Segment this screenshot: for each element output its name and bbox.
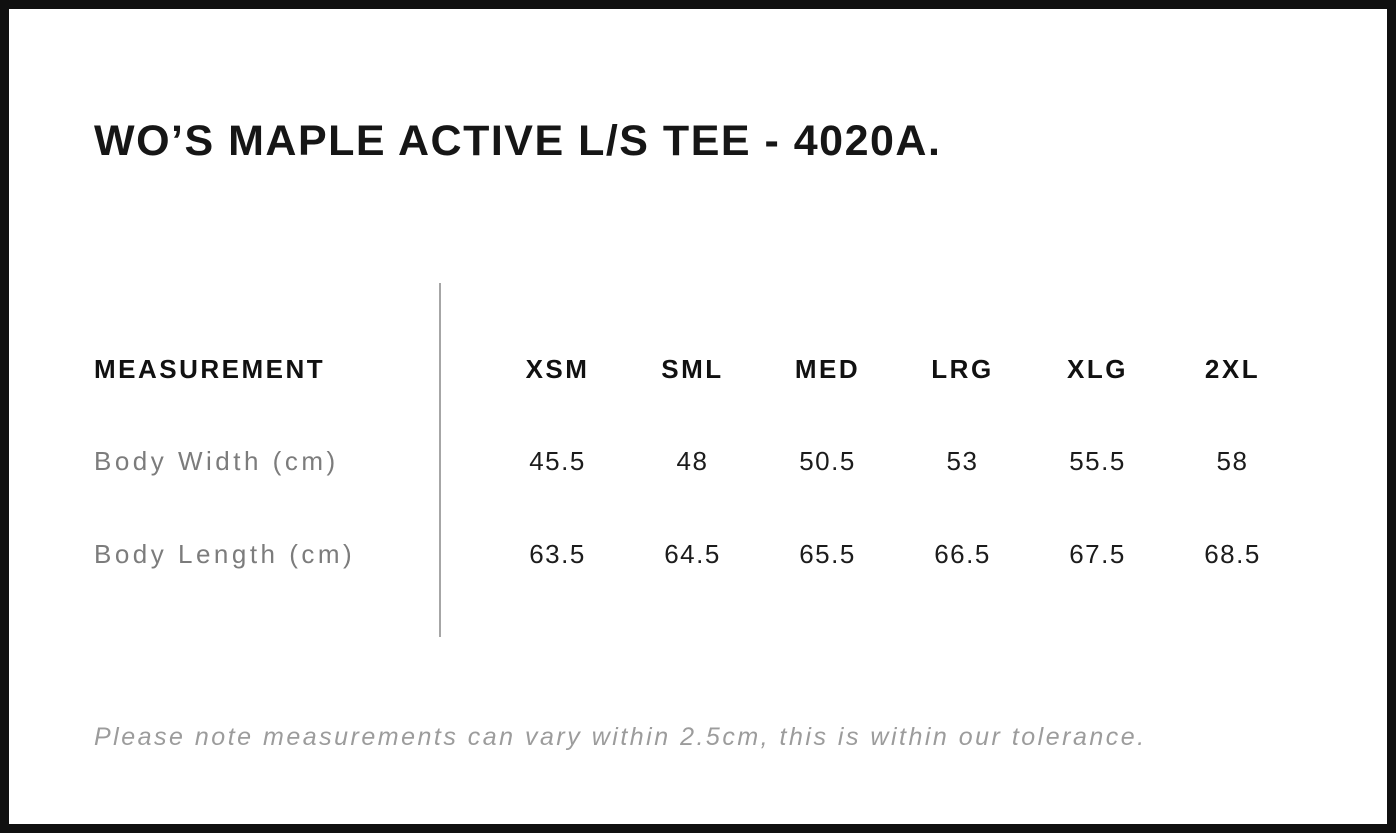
body-length-sml: 64.5	[664, 538, 721, 569]
measurement-column-header: MEASUREMENT	[94, 353, 326, 384]
size-header-xsm: XSM	[525, 353, 590, 384]
body-width-sml: 48	[676, 445, 709, 476]
size-header-lrg: LRG	[931, 353, 994, 384]
size-header-med: MED	[794, 353, 861, 384]
table-row-body-length	[94, 526, 1300, 582]
page-title: WO’S MAPLE ACTIVE L/S TEE - 4020A.	[94, 117, 942, 165]
size-header-sml: SML	[661, 353, 724, 384]
body-width-med: 50.5	[799, 445, 856, 476]
body-width-xlg: 55.5	[1069, 445, 1126, 476]
table-row-body-width	[94, 433, 1300, 489]
body-length-lrg: 66.5	[934, 538, 991, 569]
body-length-xlg: 67.5	[1069, 538, 1126, 569]
row-label: Body Width (cm)	[94, 445, 339, 476]
body-length-xsm: 63.5	[529, 538, 586, 569]
row-label: Body Length (cm)	[94, 538, 356, 569]
size-header-2xl: 2XL	[1204, 353, 1261, 384]
size-header-xlg: XLG	[1067, 353, 1128, 384]
body-width-lrg: 53	[946, 445, 979, 476]
body-width-2xl: 58	[1216, 445, 1249, 476]
tolerance-note: Please note measurements can vary within 2.5cm, this is within our tolerance.	[94, 723, 1147, 751]
body-length-med: 65.5	[799, 538, 856, 569]
body-width-xsm: 45.5	[529, 445, 586, 476]
body-length-2xl: 68.5	[1204, 538, 1261, 569]
table-header-row	[94, 341, 1300, 397]
